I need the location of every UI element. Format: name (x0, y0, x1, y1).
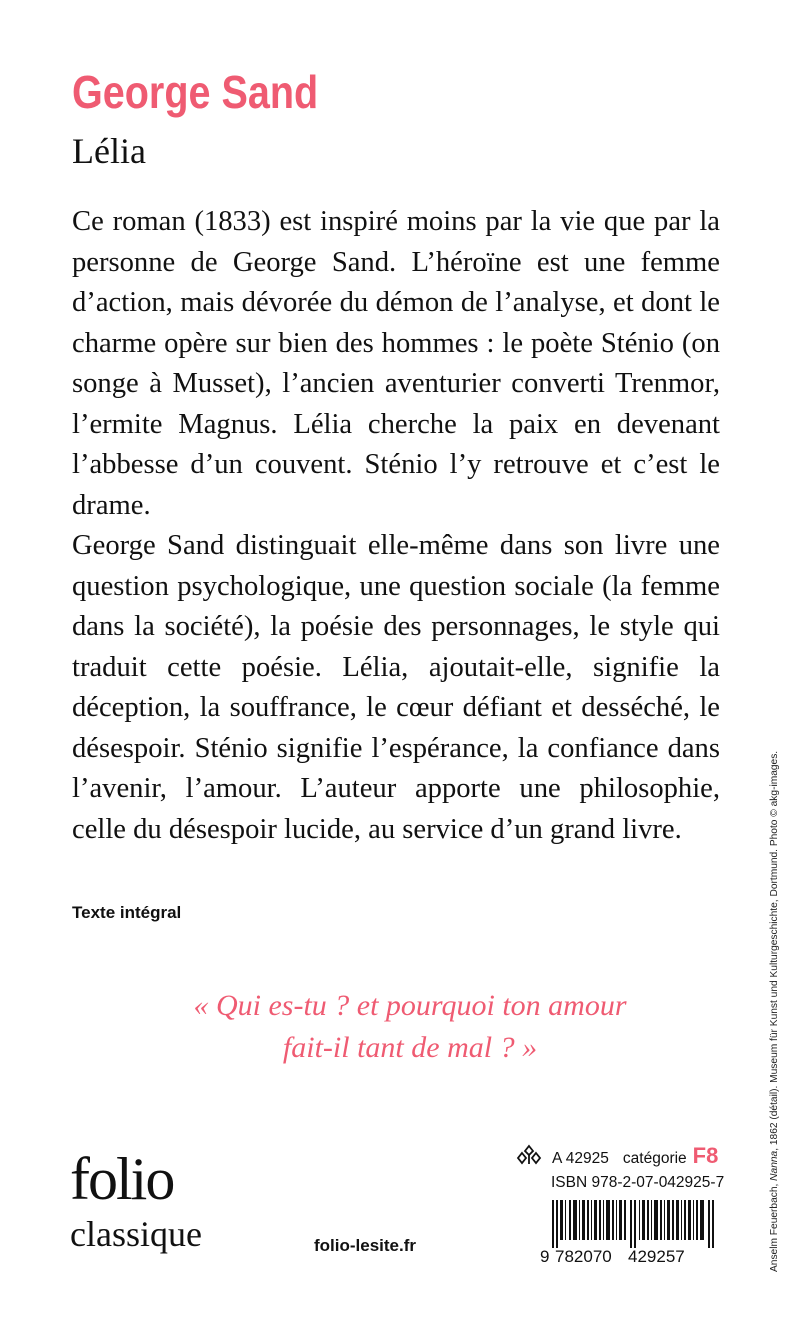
credit-details: , 1862 (détail). Museum für Kunst und Kulturgeschichte, Dortmund. Photo © akg-images. (769, 750, 780, 1151)
book-title: Lélia (72, 131, 146, 171)
barcode-digits-right: 429257 (628, 1247, 685, 1266)
isbn: ISBN 978-2-07-042925-7 (551, 1174, 725, 1191)
credit-work-title: Nanna (769, 1150, 780, 1181)
author-name: George Sand (72, 66, 319, 118)
quote-line-1: « Qui es-tu ? et pourquoi ton amour (193, 989, 627, 1022)
category-code: F8 (692, 1143, 719, 1168)
barcode-digit-prefix: 9 (540, 1247, 550, 1266)
credit-artist: Anselm Feuerbach, (769, 1180, 780, 1272)
category-label: catégorie (622, 1150, 687, 1167)
folio-logo: folio (70, 1146, 174, 1212)
blurb-paragraph-2: George Sand distinguait elle-même dans son livre une question psychologique, une question sociale (la femme dans la société), la poésie des personnages, le style qui traduit cette poésie. Lélia, ajoutait-elle, signifie la déception, la souffrance, le cœur défiant et desséché, le désespoir. Sténio signifie l’espérance, la confiance dans l’avenir, l’amour. L’auteur apporte une philosophie, celle du désespoir lucide, au service d’un grand livre. (72, 530, 720, 845)
catalogue-reference (516, 1140, 718, 1170)
barcode (550, 1200, 718, 1248)
blurb-paragraph-1: Ce roman (1833) est inspiré moins par la vie que par la personne de George Sand. L’héroïne est une femme d’action, mais dévorée du démon de l’analyse, et dont le charme opère sur bien des hommes : le poète Sténio (on songe à Musset), l’ancien aventurier converti Trenmor, l’ermite Magnus. Lélia cherche la paix en devenant l’abbesse d’un couvent. Sténio l’y retrouve et c’est le drame. (72, 206, 720, 521)
edition-note: Texte intégral (72, 903, 182, 922)
gallimard-symbol-icon (516, 1144, 542, 1166)
image-credit (768, 751, 782, 1272)
back-cover-blurb (72, 202, 720, 850)
reference-number: A 42925 (552, 1150, 609, 1167)
website-link[interactable]: folio-lesite.fr (314, 1236, 417, 1255)
folio-logo-subtitle: classique (70, 1214, 202, 1254)
barcode-digits-left: 782070 (555, 1247, 612, 1266)
quote-line-2: fait-il tant de mal ? » (282, 1031, 538, 1064)
